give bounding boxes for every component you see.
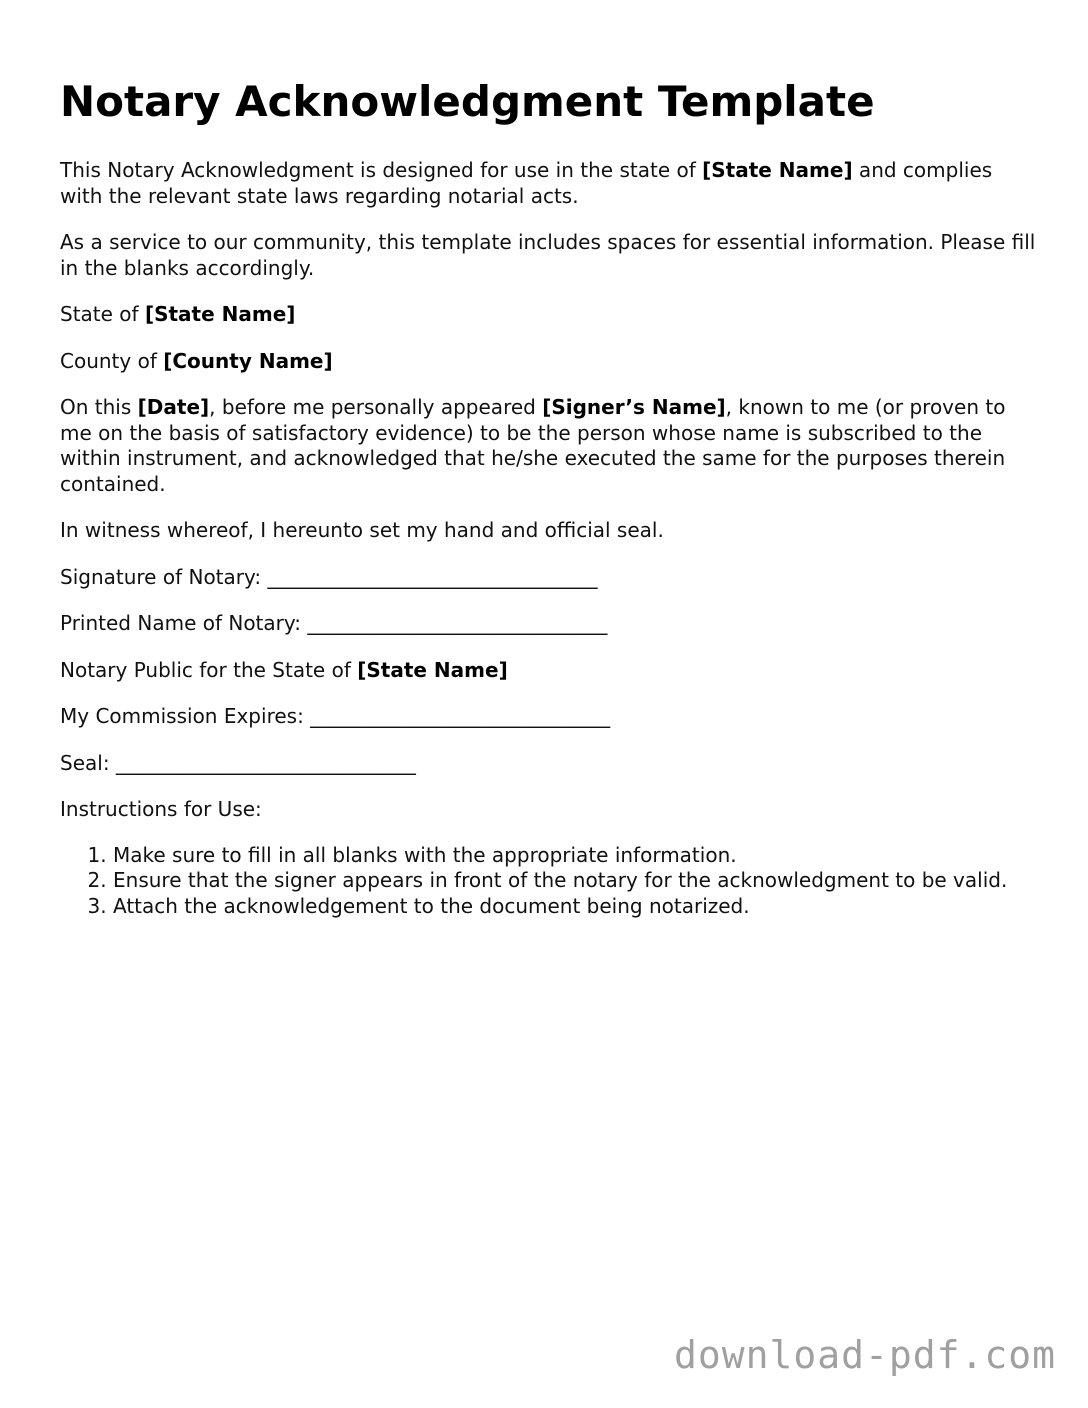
ack-text-1: On this	[60, 395, 138, 419]
county-placeholder: [County Name]	[163, 348, 333, 373]
intro-state-placeholder: [State Name]	[702, 158, 853, 182]
printed-name-field	[60, 611, 1040, 637]
intro-text-after: and complies with the relevant state laws regarding notarial acts.	[60, 158, 993, 208]
ack-text-3: , known to me (or proven to me on the basis of satisfactory evidence) to be the person whose name is subscribed to the within instrument, and acknowledged that he/she executed the same for the purposes therein contained.	[60, 395, 1006, 496]
document-page	[60, 76, 1040, 919]
state-placeholder: [State Name]	[144, 302, 296, 326]
state-line	[60, 302, 1040, 328]
signature-field	[60, 565, 1040, 591]
notary-public-line	[60, 658, 1040, 684]
witness-statement: In witness whereof, I hereunto set my hand and official seal.	[60, 518, 664, 542]
county-line	[60, 349, 1040, 375]
instruction-item: 3. Attach the acknowledgement to the document being notarized.	[113, 894, 1040, 920]
signature-label: Signature of Notary:	[60, 564, 268, 589]
seal-label: Seal:	[60, 750, 116, 775]
acknowledgment-paragraph	[60, 395, 1040, 497]
instruction-item: 1. Make sure to fill in all blanks with the appropriate information.	[113, 843, 1040, 869]
county-label: County of	[60, 348, 164, 373]
date-placeholder: [Date]	[137, 395, 210, 419]
document-title: Notary Acknowledgment Template	[60, 77, 875, 126]
notary-state-placeholder: [State Name]	[357, 657, 508, 682]
commission-blank: ______________________________	[310, 704, 611, 728]
instruction-item: 2. Ensure that the signer appears in front of the notary for the acknowledgment to be valid.	[113, 868, 1040, 894]
notary-public-label: Notary Public for the State of	[60, 657, 358, 682]
ack-text-2: , before me personally appeared	[209, 395, 543, 419]
watermark: download-pdf.com	[673, 1333, 1056, 1377]
instructions-list	[60, 843, 1040, 920]
signature-blank: _________________________________	[267, 564, 598, 589]
intro-paragraph	[60, 158, 1040, 209]
seal-blank: ______________________________	[115, 750, 416, 775]
signer-name-placeholder: [Signer’s Name]	[542, 395, 726, 419]
printed-name-blank: ______________________________	[307, 611, 608, 635]
commission-field	[60, 704, 1040, 730]
intro-text-before: This Notary Acknowledgment is designed for use in the state of	[60, 158, 703, 182]
state-label: State of	[60, 302, 145, 326]
commission-label: My Commission Expires:	[60, 704, 311, 728]
service-note: As a service to our community, this template includes spaces for essential information. Please fill in the blanks accordingly.	[60, 230, 1036, 280]
printed-name-label: Printed Name of Notary:	[60, 611, 308, 635]
instructions-heading: Instructions for Use:	[60, 797, 262, 821]
seal-field	[60, 751, 1040, 777]
